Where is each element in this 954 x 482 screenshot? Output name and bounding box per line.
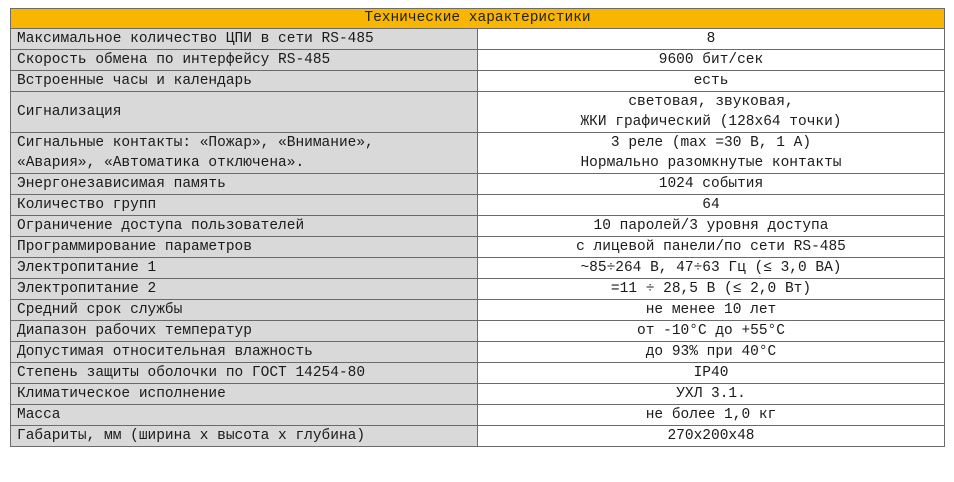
spec-param-cell xyxy=(11,133,478,174)
spec-row xyxy=(11,363,945,384)
spec-param-text: Электропитание 1 xyxy=(17,260,157,276)
spec-param-cell xyxy=(11,384,478,405)
spec-row xyxy=(11,174,945,195)
spec-value-text: УХЛ 3.1. xyxy=(676,386,746,402)
spec-value-cell xyxy=(478,71,945,92)
spec-value-text: 270x200x48 xyxy=(667,428,755,444)
spec-value-text: =11 ÷ 28,5 В (≤ 2,0 Вт) xyxy=(610,281,812,297)
spec-value-text: 3 реле (max =30 В, 1 А) xyxy=(610,135,812,151)
spec-value-cell xyxy=(478,405,945,426)
spec-param-cell xyxy=(11,237,478,258)
spec-value-text: не менее 10 лет xyxy=(645,302,777,318)
spec-param-cell xyxy=(11,174,478,195)
spec-row xyxy=(11,92,945,133)
spec-value-cell xyxy=(478,384,945,405)
spec-value-text: 64 xyxy=(702,197,720,213)
spec-value-cell xyxy=(478,29,945,50)
spec-value-cell xyxy=(478,426,945,447)
spec-row xyxy=(11,29,945,50)
spec-value-text: с лицевой панели/по сети RS-485 xyxy=(576,239,846,255)
spec-value-cell xyxy=(478,279,945,300)
spec-param-text: Ограничение доступа пользователей xyxy=(17,218,305,234)
spec-value-cell xyxy=(478,50,945,71)
spec-row xyxy=(11,237,945,258)
spec-value-text: от -10°С до +55°С xyxy=(637,323,785,339)
spec-table-body xyxy=(11,29,945,447)
spec-param-cell xyxy=(11,71,478,92)
spec-value-cell xyxy=(478,342,945,363)
spec-param-text: Климатическое исполнение xyxy=(17,386,226,402)
spec-param-text: Встроенные часы и календарь xyxy=(17,73,252,89)
spec-value-cell xyxy=(478,216,945,237)
spec-param-text: Диапазон рабочих температур xyxy=(17,323,252,339)
spec-row xyxy=(11,216,945,237)
spec-param-text: Энергонезависимая память xyxy=(17,176,226,192)
spec-param-text: Электропитание 2 xyxy=(17,281,157,297)
spec-value-text: Нормально разомкнутые контакты xyxy=(580,155,842,171)
spec-table xyxy=(10,8,945,447)
spec-param-cell xyxy=(11,279,478,300)
spec-param-cell xyxy=(11,342,478,363)
spec-row xyxy=(11,426,945,447)
spec-param-cell xyxy=(11,216,478,237)
spec-row xyxy=(11,300,945,321)
spec-row xyxy=(11,321,945,342)
spec-value-cell xyxy=(478,133,945,174)
spec-value-text: до 93% при 40°С xyxy=(645,344,777,360)
spec-param-text: Максимальное количество ЦПИ в сети RS-485 xyxy=(17,31,374,47)
spec-param-text: Сигнальные контакты: «Пожар», «Внимание», xyxy=(17,135,374,151)
spec-param-text: Программирование параметров xyxy=(17,239,252,255)
spec-param-cell xyxy=(11,363,478,384)
spec-value-cell xyxy=(478,237,945,258)
spec-param-cell xyxy=(11,258,478,279)
spec-value-text: ЖКИ графический (128x64 точки) xyxy=(580,114,842,130)
spec-row xyxy=(11,71,945,92)
spec-value-text: не более 1,0 кг xyxy=(645,407,777,423)
spec-param-cell xyxy=(11,50,478,71)
spec-table-title: Технические характеристики xyxy=(11,9,945,29)
spec-value-text: ~85÷264 В, 47÷63 Гц (≤ 3,0 ВА) xyxy=(580,260,842,276)
spec-param-cell xyxy=(11,195,478,216)
spec-param-text: Средний срок службы xyxy=(17,302,183,318)
spec-param-text: «Авария», «Автоматика отключена». xyxy=(17,155,305,171)
spec-value-cell xyxy=(478,321,945,342)
spec-value-text: IP40 xyxy=(693,365,729,381)
spec-param-cell xyxy=(11,300,478,321)
spec-value-cell xyxy=(478,92,945,133)
spec-row xyxy=(11,405,945,426)
spec-row xyxy=(11,50,945,71)
spec-value-cell xyxy=(478,363,945,384)
spec-param-text: Степень защиты оболочки по ГОСТ 14254-80 xyxy=(17,365,366,381)
spec-param-cell xyxy=(11,29,478,50)
spec-param-text: Допустимая относительная влажность xyxy=(17,344,313,360)
spec-param-cell xyxy=(11,405,478,426)
spec-row xyxy=(11,384,945,405)
spec-value-text: 1024 события xyxy=(658,176,764,192)
spec-row xyxy=(11,342,945,363)
spec-row xyxy=(11,258,945,279)
spec-value-cell xyxy=(478,195,945,216)
spec-param-text: Масса xyxy=(17,407,61,423)
spec-param-cell xyxy=(11,321,478,342)
spec-value-text: 10 паролей/3 уровня доступа xyxy=(593,218,829,234)
spec-value-text: есть xyxy=(693,73,729,89)
spec-value-text: 8 xyxy=(706,31,716,47)
spec-row xyxy=(11,133,945,174)
spec-value-cell xyxy=(478,174,945,195)
spec-param-cell xyxy=(11,426,478,447)
spec-value-cell xyxy=(478,300,945,321)
spec-param-text: Габариты, мм (ширина х высота х глубина) xyxy=(17,428,366,444)
spec-table-header-row xyxy=(11,9,945,29)
spec-param-text: Скорость обмена по интерфейсу RS-485 xyxy=(17,52,331,68)
spec-param-cell xyxy=(11,92,478,133)
spec-row xyxy=(11,195,945,216)
spec-param-text: Количество групп xyxy=(17,197,157,213)
spec-param-text: Сигнализация xyxy=(17,104,122,120)
spec-value-text: световая, звуковая, xyxy=(628,94,794,110)
spec-value-text: 9600 бит/сек xyxy=(658,52,764,68)
spec-value-cell xyxy=(478,258,945,279)
spec-row xyxy=(11,279,945,300)
